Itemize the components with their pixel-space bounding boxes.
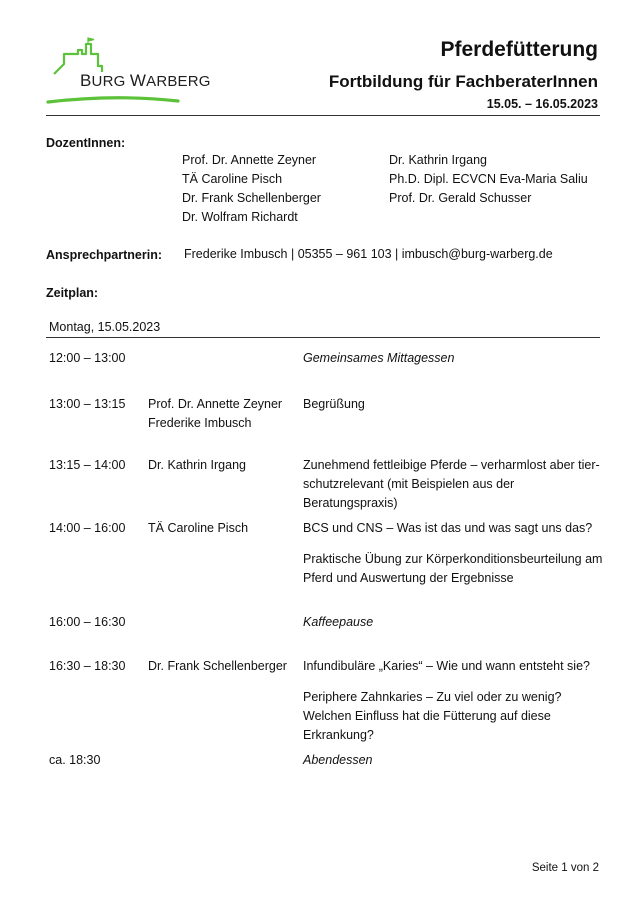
- lecturer-name: Prof. Dr. Gerald Schusser: [389, 191, 532, 205]
- contact-value: Frederike Imbusch | 05355 – 961 103 | imbusch@burg-warberg.de: [184, 247, 553, 261]
- row-topic: [303, 456, 603, 525]
- contact-label: Ansprechpartnerin:: [46, 248, 162, 262]
- header-divider: [46, 115, 600, 116]
- topic-text: Kaffeepause: [303, 615, 374, 629]
- topic-text: Gemeinsames Mittagessen: [303, 351, 455, 365]
- row-topic: [303, 613, 603, 644]
- topic-text: Begrüßung: [303, 397, 365, 411]
- row-speakers: [148, 519, 248, 538]
- lecturer-name: Prof. Dr. Annette Zeyner: [182, 153, 317, 167]
- topic-text: Infundibuläre „Karies“ – Wie und wann entsteht sie?: [303, 659, 590, 673]
- page-title: Pferdefütterung: [440, 38, 598, 61]
- event-dates: 15.05. – 16.05.2023: [486, 97, 598, 111]
- speaker-name: Dr. Kathrin Irgang: [148, 458, 246, 472]
- burg-warberg-logo: [46, 34, 211, 106]
- lecturers-label: DozentInnen:: [46, 136, 126, 150]
- speaker-name: Frederike Imbusch: [148, 416, 252, 430]
- speaker-name: TÄ Caroline Pisch: [148, 521, 249, 535]
- row-topic: [303, 519, 603, 600]
- row-time: 16:00 – 16:30: [49, 615, 126, 629]
- page-subtitle: Fortbildung für FachberaterInnen: [328, 72, 598, 91]
- row-speakers: [148, 456, 246, 475]
- lecturer-name: TÄ Caroline Pisch: [182, 172, 283, 186]
- row-speakers: [148, 657, 287, 676]
- row-topic: [303, 657, 603, 757]
- lecturer-name: Dr. Frank Schellenberger: [182, 191, 321, 205]
- speaker-name: Prof. Dr. Annette Zeyner: [148, 397, 283, 411]
- row-topic: [303, 395, 603, 426]
- row-time: 13:15 – 14:00: [49, 458, 126, 472]
- row-time: 12:00 – 13:00: [49, 351, 126, 365]
- row-time: 14:00 – 16:00: [49, 521, 126, 535]
- lecturers-col2: [389, 151, 588, 208]
- row-topic: [303, 751, 603, 782]
- logo-wordmark: BURG WARBERG: [80, 71, 211, 90]
- lecturer-name: Dr. Wolfram Richardt: [182, 210, 298, 224]
- topic-text: Praktische Übung zur Körperkonditionsbeurteilung am Pferd und Auswertung der Ergebnisse: [303, 552, 603, 585]
- schedule-label: Zeitplan:: [46, 286, 99, 300]
- row-time: 13:00 – 13:15: [49, 397, 126, 411]
- lecturer-name: Ph.D. Dipl. ECVCN Eva-Maria Saliu: [389, 172, 588, 186]
- topic-text: BCS und CNS – Was ist das und was sagt uns das?: [303, 521, 593, 535]
- topic-text: Periphere Zahnkaries – Zu viel oder zu wenig? Welchen Einfluss hat die Fütterung auf diese Erkrankung?: [303, 690, 562, 742]
- speaker-name: Dr. Frank Schellenberger: [148, 659, 287, 673]
- day-divider: [46, 337, 600, 338]
- page-number: Seite 1 von 2: [531, 862, 599, 874]
- row-time: 16:30 – 18:30: [49, 659, 126, 673]
- lecturers-col1: [182, 151, 321, 227]
- row-time: ca. 18:30: [49, 753, 101, 767]
- lecturer-name: Dr. Kathrin Irgang: [389, 153, 487, 167]
- row-speakers: [148, 395, 282, 433]
- row-topic: [303, 349, 603, 380]
- topic-text: Abendessen: [303, 753, 373, 767]
- day-heading: Montag, 15.05.2023: [49, 320, 161, 334]
- topic-text: Zunehmend fettleibige Pferde – verharmlost aber tier-schutzrelevant (mit Beispielen aus der Beratungspraxis): [303, 458, 600, 510]
- castle-outline-icon: [46, 34, 186, 106]
